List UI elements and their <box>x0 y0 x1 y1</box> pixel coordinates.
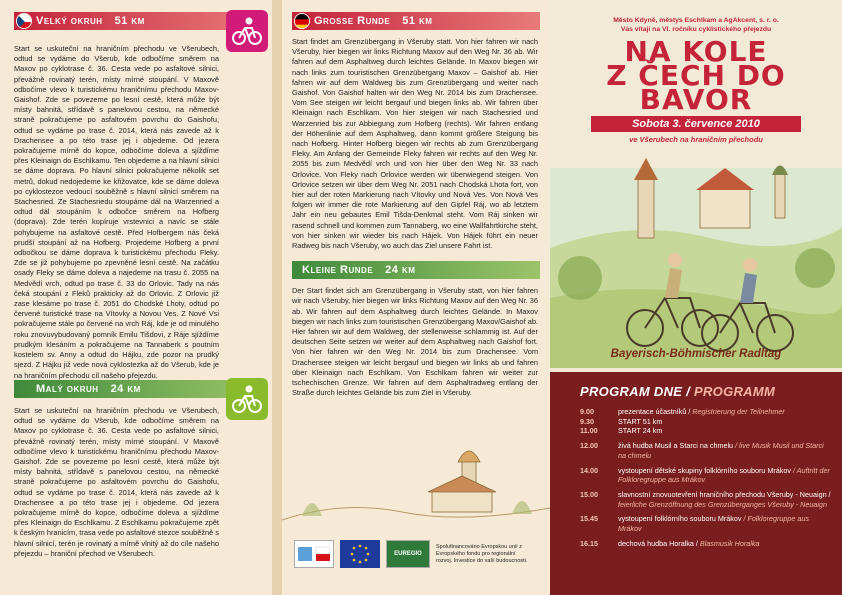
section-header-velky-okruh <box>14 10 262 32</box>
organizers-intro <box>550 0 842 34</box>
program-time: 14.00 <box>580 465 598 475</box>
section-header-kleine-runde <box>292 259 540 281</box>
fold-spine <box>272 0 282 595</box>
german-routes-panel <box>282 0 550 595</box>
program-title-cz: PROGRAM DNE / <box>580 384 691 399</box>
euregio-logo: EUREGIO <box>386 540 430 568</box>
program-text-cz: START 24 km <box>618 426 663 436</box>
cyclist-icon <box>226 378 268 420</box>
route-description: Start se uskuteční na hraničním přechodu ve Všerubech, odtud se vydáme do Všerub, kde odbočíme směrem na Maxov po cyklotrase č. 36. Cesta vede po asfaltové silnici, převážně rovinatý terén, místy mírné stoupání. V Maxově odbočíme vlevo k turistickému hraničnímu přechodu Maxov-Gaishof. Zde se povezeme po lesní cestě, která může být místy bahnitá, střídavě s panelovou cestou, na německé straně pokračujeme po asfaltovém povrchu do Gaishofu, odtud se vydáme po trase č. 2014, která nás zavede až k Drachensee a po této trase jej i objedeme. Od jezera pokračujeme mírně do kopce, odbočíme doleva a sjíždíme přes Kleinaign do Eschlkamu. Z Eschlkamu pokračujeme zpět k českým hranicím, trasa vede po asfaltové stezce souběžně s hlavní silnicí, terén je rovinatý a mírně vlnitý až do cíle našeho přejezdu – hraniční přechod ve Všerubech. <box>14 406 219 558</box>
funding-note: Spolufinancováno Evropskou unií z Evropského fondu pro regionální rozvoj. Investice do vaší budoucnosti. <box>436 543 528 564</box>
program-text-cz: vystoupení folklórního souboru Mrákov <box>618 514 744 524</box>
program-item <box>580 417 832 427</box>
event-location: ve Všerubech na hraničním přechodu <box>629 135 763 144</box>
route-description: Start se uskuteční na hraničním přechodu ve Všerubech, odtud se vydáme do Všerub, kde odbočíme směrem na Maxov po cyklotrase č. 36. Cesta vede po asfaltové silnici, převážně rovinatý terén, místy mírné stoupání. V Maxově odbočíme vlevo k turistickému hraničnímu přechodu Maxov-Gaishof. Zde se povezeme po lesní cestě, která může být místy bahnitá, střídavě s panelovou cestou, na německé straně pokračujeme po asfaltovém povrchu do Gaishofu, odtud se vydáme po trase č. 2014, která nás zavede až k Drachensee a po této trase jej i objedeme. Od jezera pokračujeme mírně do kopce, odbočíme doleva a sjíždíme přes Kleinaign do Eschlkamu. Ten objedeme a na hlavní silnici se dáme doprava. Po hlavní silnici pokračujeme několik set metrů, dokud nedojedeme ke křižovatce, kde se dáme doleva po cyklostezce vedoucí souběžně s hlavní silnicí směrem na Stachesried. Ze Stachesriedu stoupáme dál na Warzenried a odtud dál stoupáním k odbočce směrem na Hofberg (doprava). Zde terén kopíruje vrstevnici a navíc se stále pohybujeme na asfaltové cestě. Před Hofbergem nás čeká prudší stoupání až na Hofberg. Projedeme Hofberg a první odbočkou se dáme doprava k turistickému přechodu Fleky. Zde se již pohybujeme po zpevněné lesní cestě. Na začátku osady Fleky se dáme doleva a najedeme na trasu č. 2055 na Medvědí vrch, odtud po trase č. 33 do Orlovic. Tady na nás čeká stoupání z Fleků prakticky až do Orlovic. Z Orlovic již zase klesáme po trase č. 2051 do Chodské Lhoty, odtud po červené turistické trase na Vítovky a Novou Ves. Z Nové Vsi pokračujeme stále po červené na vrch Ráj, kde je od minulého roku znovuvybudovaný pomník Emilu Tišdovi, z Ráje sjíždíme prudkým klesáním a pokračujeme na Tannaberk s poutním kostelem sv. Anny a odtud do Hájku, zde pozor na prudký sjezd. Z Hájku již vede nová cyklostezka až do Všerub, kde je na hraničním přechodu cíl našeho přejezdu. <box>14 44 219 380</box>
section-title: Grosse Runde <box>314 15 391 27</box>
czech-flag-icon <box>16 13 32 29</box>
program-text-de: / live Musik Musil und Starci na chmelu <box>618 441 824 460</box>
section-distance: 51 km <box>114 15 145 27</box>
sponsor-logos <box>294 540 531 568</box>
program-text-de: Blasmusik Horalka <box>699 538 760 548</box>
program-list <box>580 407 832 548</box>
program-text-cz: START 51 km <box>618 416 663 426</box>
program-text-cz: slavnostní znovuotevření hraničního přechodu Všeruby - Neuaign / <box>618 489 831 499</box>
route-description: Der Start findet sich am Grenzübergang in Všeruby statt, von hier fahren wir nach Všeruby, hier biegen wir links Richtung Maxov auf den Weg Nr. 36 ab. Wir fahren auf dem Asphaltweg durch leichtes Gelände. In Maxov biegen wir nach links zum touristischen Grenzübergang Maxov/Gaishof ab. Hier fahren wir auf dem Waldweg, der stellenweise schlammig ist. Auf der deutschen Seite setzen wir weiter auf dem Asphaltweg nach Gaishof fort. Von hier fahren wir den Weg Nr. 2014 bis zum Drachensee. Vom Drachensee steigen wir leicht bergauf und biegen wir links ab und fahren über Kleinaign nach Eschlkam. Von Eschlkam fahren wir weiter zur tschechischen Grenze. Wir fahren auf dem Asphaltradweg entlang der Straße durch leichtes Gelände bis zum Ziel in Všeruby. <box>292 286 538 398</box>
route-description: Start findet am Grenzübergang in Všeruby statt. Von hier fahren wir nach Všeruby, hier biegen wir links Richtung Maxov auf den Weg Nr. 36 ab. Wir fahren auf dem Asphaltweg durch leichtes Gelände. In Maxov biegen wir nach links zum touristischen Grenzübergang Maxov – Gaishof ab. Hier fahren wir auf dem Waldweg bis zum Grenzübergang und weiter nach Gaishof. Von Gaishof halten wir den Weg Nr. 2014 bis zum Drachensee. Vom See steigen wir leicht bergauf und biegen links ab. Wir fahren über Kleinaign nach Eschlkam. Von hier steigen wir nach Stachesried und Warzenried bis zur Abbiegung zum Hofberg (rechts). Wir fahren entlang der Höhenlinie auf dem Asphaltweg, dann kommt größere Steigung bis nach Hofberg. Hinter Hofberg biegen wir rechts ab zum Grenzübergang Fleky. Am Anfang der Gemeinde Fleky fahren wir rechts auf den Weg Nr. 2055 bis zum Medvědí vrch und von hier über den Weg Nr. 33 nach Orlovice. Von Fleky nach Orlovice werden wir überwiegend steigen. Von Orlovice setzen wir über dem Weg Nr. 2051 nach Chodská Lhota fort, von hier auf der roten Markierung nach Vítovky und Nová Ves. Von Nová Ves folgen wir immer die rote Markierung auf den Gipfel Ráj, wo ab letztem Jahr ein neu gebautes Emil Tišda-Denkmal steht. Vom Ráj sinken wir rasend schnell und kommen zum Tannaberg, wo eine Wallfahrtkirche steht, von hier sinken wir wieder bis nach Hájek. Von Hájek führt ein neuer Radweg bis nach Všeruby, wo auch das Ziel unsere Fahrt ist. <box>292 37 538 251</box>
title-line: Z ČECH DO BAVOR <box>606 59 786 116</box>
event-date: Sobota 3. července 2010 <box>591 116 801 132</box>
program-description <box>618 407 832 417</box>
program-description <box>618 490 832 509</box>
program-description <box>618 514 832 533</box>
program-time: 9.00 <box>580 407 594 416</box>
section-distance: 24 km <box>385 264 416 277</box>
program-text-cz: vystoupení dětské skupiny folklórního souboru Mrákov <box>618 465 793 475</box>
program-time: 16.15 <box>580 538 598 548</box>
bavaria-czech-logo <box>294 540 334 568</box>
section-title: Velký okruh <box>36 15 103 27</box>
program-box <box>550 372 842 595</box>
program-item <box>580 407 832 417</box>
section-header-grosse-runde <box>292 10 540 32</box>
section-distance: 51 km <box>402 15 433 27</box>
program-description <box>618 466 832 485</box>
program-text-de: feierliche Grenzöffnung des Grenzüberganges Všeruby - Neuaign <box>618 499 827 509</box>
program-time: 15.00 <box>580 489 598 499</box>
section-title: Kleine Runde <box>302 264 374 277</box>
program-text-de: / Auftritt der Folkloregruppe aus Mrákov <box>618 465 830 485</box>
cover-panel <box>550 0 842 595</box>
program-item <box>580 539 832 549</box>
program-time: 15.45 <box>580 514 598 524</box>
radtag-banner: Bayerisch-Böhmischer Radltag <box>610 348 782 360</box>
czech-routes-panel <box>0 0 272 595</box>
program-text-de: / Folkloregruppe aus Mrákov <box>618 514 809 534</box>
program-description <box>618 539 832 549</box>
program-time: 11.00 <box>580 426 598 436</box>
program-text-cz: živá hudba Musil a Starci na chmelu <box>618 441 736 451</box>
program-description <box>618 426 832 436</box>
intro-line: Město Kdyně, městys Eschlkam a AgAkcent, s. r. o. <box>613 17 779 24</box>
program-description <box>618 417 832 427</box>
village-sketch-illustration <box>282 420 550 540</box>
program-title <box>580 384 832 399</box>
section-distance: 24 km <box>110 383 141 395</box>
section-header-maly-okruh <box>14 378 262 400</box>
program-title-de: PROGRAMM <box>694 384 776 399</box>
program-time: 12.00 <box>580 441 598 451</box>
eu-flag-icon <box>340 540 380 568</box>
title-line: NA KOLE <box>624 35 768 68</box>
program-item <box>580 441 832 460</box>
cyclist-icon <box>226 10 268 52</box>
program-item <box>580 514 832 533</box>
program-text-cz: dechová hudba Horalka / <box>618 538 700 548</box>
program-item <box>580 426 832 436</box>
section-title: Malý okruh <box>36 383 99 395</box>
program-description <box>618 441 832 460</box>
program-item <box>580 466 832 485</box>
program-item <box>580 490 832 509</box>
german-flag-icon <box>294 13 310 29</box>
cyclists-illustration <box>550 128 842 368</box>
program-text-de: Registrierung der Teilnehmer <box>692 407 785 416</box>
intro-line: Vás vítají na VI. ročníku cyklistického přejezdu <box>620 26 772 33</box>
program-time: 9.30 <box>580 416 594 426</box>
program-text-cz: prezentace účastníků / <box>618 407 693 416</box>
event-title <box>550 35 842 116</box>
